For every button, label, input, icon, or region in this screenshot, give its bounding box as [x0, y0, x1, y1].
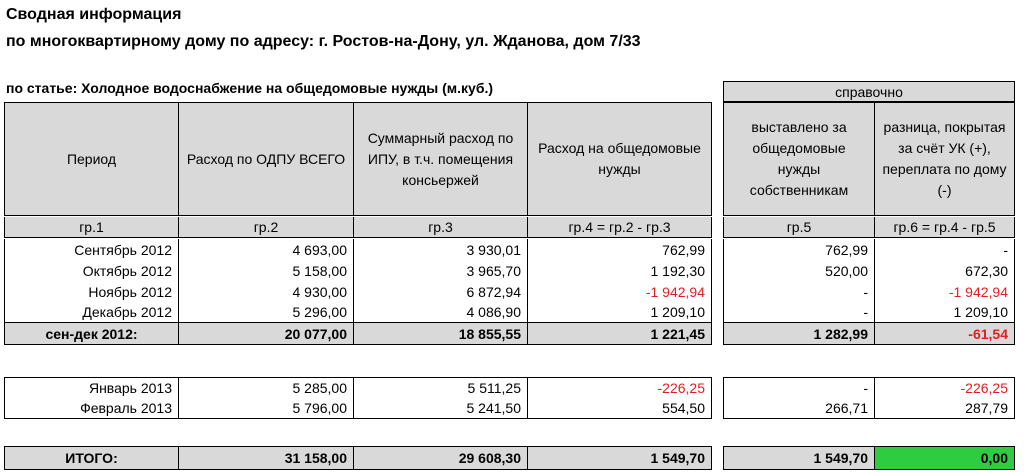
- total-row-odpu: 31 158,00: [179, 446, 354, 470]
- row-2012-0-period: Сентябрь 2012: [4, 239, 179, 260]
- column-header-odn: Расход на общедомовые нужды: [528, 102, 712, 216]
- row-2012-0-billed: 762,99: [723, 239, 875, 260]
- row-2012-2-ipu: 6 872,94: [354, 281, 528, 302]
- row-2013-1-diff: 287,79: [875, 398, 1015, 419]
- row-2012-1-ipu: 3 965,70: [354, 260, 528, 281]
- row-2012-2-diff: -1 942,94: [875, 281, 1015, 302]
- total-row-diff: 0,00: [875, 446, 1015, 470]
- subtotal-2012-period: сен-дек 2012:: [4, 323, 179, 345]
- row-2013-0-diff: -226,25: [875, 377, 1015, 398]
- column-code-ipu: гр.3: [354, 217, 528, 238]
- row-2013-0-ipu: 5 511,25: [354, 377, 528, 398]
- row-2012-2-billed: -: [723, 281, 875, 302]
- row-2012-1-billed: 520,00: [723, 260, 875, 281]
- reference-header: справочно: [723, 81, 1015, 102]
- row-2012-2-period: Ноябрь 2012: [4, 281, 179, 302]
- row-2012-3-billed: -: [723, 302, 875, 323]
- row-2012-0-diff: -: [875, 239, 1015, 260]
- report-subtitle: по статье: Холодное водоснабжение на общедомовые нужды (м.куб.): [6, 80, 494, 96]
- subtotal-2012-odn: 1 221,45: [528, 323, 712, 345]
- row-2013-1-billed: 266,71: [723, 398, 875, 419]
- row-2012-1-odn: 1 192,30: [528, 260, 712, 281]
- row-2013-1-odpu: 5 796,00: [179, 398, 354, 419]
- row-2012-0-odpu: 4 693,00: [179, 239, 354, 260]
- row-2013-0-period: Январь 2013: [4, 377, 179, 398]
- total-row-period: ИТОГО:: [4, 446, 179, 470]
- row-2012-3-odpu: 5 296,00: [179, 302, 354, 323]
- row-2012-2-odpu: 4 930,00: [179, 281, 354, 302]
- column-code-odn: гр.4 = гр.2 - гр.3: [528, 217, 712, 238]
- subtotal-2012-odpu: 20 077,00: [179, 323, 354, 345]
- report-title: Сводная информация: [6, 6, 182, 23]
- row-2012-3-odn: 1 209,10: [528, 302, 712, 323]
- row-2012-0-ipu: 3 930,01: [354, 239, 528, 260]
- row-2012-3-period: Декабрь 2012: [4, 302, 179, 323]
- column-header-odpu: Расход по ОДПУ ВСЕГО: [179, 102, 354, 216]
- row-2012-2-odn: -1 942,94: [528, 281, 712, 302]
- row-2013-0-billed: -: [723, 377, 875, 398]
- row-2013-1-odn: 554,50: [528, 398, 712, 419]
- total-row-billed: 1 549,70: [723, 446, 875, 470]
- row-2012-3-diff: 1 209,10: [875, 302, 1015, 323]
- column-header-period: Период: [4, 102, 179, 216]
- column-code-billed: гр.5: [723, 217, 875, 238]
- row-2013-0-odn: -226,25: [528, 377, 712, 398]
- total-row-odn: 1 549,70: [528, 446, 712, 470]
- column-header-billed: выставлено за общедомовые нужды собственникам: [723, 102, 875, 216]
- subtotal-2012-ipu: 18 855,55: [354, 323, 528, 345]
- row-2012-1-period: Октябрь 2012: [4, 260, 179, 281]
- row-2013-0-odpu: 5 285,00: [179, 377, 354, 398]
- row-2012-1-diff: 672,30: [875, 260, 1015, 281]
- row-2013-1-period: Февраль 2013: [4, 398, 179, 419]
- row-2012-1-odpu: 5 158,00: [179, 260, 354, 281]
- column-header-ipu: Суммарный расход по ИПУ, в т.ч. помещения консьержей: [354, 102, 528, 216]
- subtotal-2012-billed: 1 282,99: [723, 323, 875, 345]
- column-header-diff: разница, покрытая за счёт УК (+), переплата по дому (-): [875, 102, 1015, 216]
- row-2012-3-ipu: 4 086,90: [354, 302, 528, 323]
- column-code-odpu: гр.2: [179, 217, 354, 238]
- column-code-diff: гр.6 = гр.4 - гр.5: [875, 217, 1015, 238]
- report-address: по многоквартирному дому по адресу: г. Ростов-на-Дону, ул. Жданова, дом 7/33: [6, 33, 641, 50]
- subtotal-2012-diff: -61,54: [875, 323, 1015, 345]
- row-2013-1-ipu: 5 241,50: [354, 398, 528, 419]
- column-code-period: гр.1: [4, 217, 179, 238]
- total-row-ipu: 29 608,30: [354, 446, 528, 470]
- row-2012-0-odn: 762,99: [528, 239, 712, 260]
